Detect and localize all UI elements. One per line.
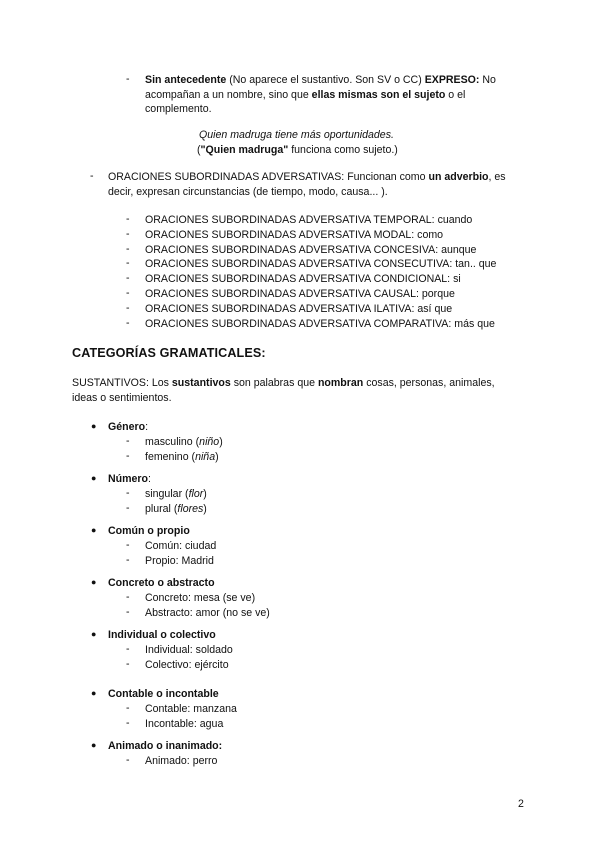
dash-marker: - [126,317,130,329]
item-text: femenino ( [145,451,196,463]
category-item [145,487,207,501]
category-item: Concreto: mesa (se ve) [145,592,256,604]
dash-marker: - [90,170,94,182]
category-item [145,435,223,449]
intro-text: (No aparece el sustantivo. Son SV o CC) [226,74,425,86]
adverbial-end: , es [488,171,506,183]
bullet-icon: ● [91,577,97,587]
category-suffix: : [148,473,151,485]
bullet-icon: ● [91,740,97,750]
category-title-text: Animado o inanimado: [108,740,223,752]
category-title-text: Individual o colectivo [108,629,216,641]
category-title-text: Género [108,421,146,433]
category-item: Colectivo: ejército [145,659,229,671]
category-item: Contable: manzana [145,703,237,715]
bullet-icon: ● [91,525,97,535]
item-italic: niño [199,436,220,448]
example-explanation [197,143,398,157]
sust-bold: sustantivos [171,377,231,389]
adverbial-item: ORACIONES SUBORDINADAS ADVERSATIVA TEMPORAL: cuando [145,214,473,226]
intro-line-1 [145,73,526,87]
section-heading: CATEGORÍAS GRAMATICALES: [72,346,266,360]
category-title-text: Concreto o abstracto [108,577,215,589]
intro-line2-start: acompañan a un nombre, sino que [145,89,312,101]
bullet-icon: ● [91,421,97,431]
category-title [108,420,148,434]
sust-mid: son palabras que [230,377,318,389]
category-item: Propio: Madrid [145,555,214,567]
category-item: Incontable: agua [145,718,224,730]
item-end: ) [219,436,223,448]
category-item: Individual: soldado [145,644,233,656]
example-italic: Quien madruga tiene más oportunidades. [199,129,394,141]
dash-marker: - [126,643,130,655]
intro-text-end: No [479,74,496,86]
category-suffix: : [145,421,149,433]
dash-marker: - [126,717,130,729]
example-bold: "Quien madruga" [200,144,289,156]
dash-marker: - [126,658,130,670]
adverbial-item: ORACIONES SUBORDINADAS ADVERSATIVA ILATIVA: así que [145,303,453,315]
dash-marker: - [126,228,130,240]
intro-line2-end: o el [445,89,466,101]
adverbial-item: ORACIONES SUBORDINADAS ADVERSATIVA CAUSAL: porque [145,288,455,300]
sustantivos-line-1 [72,376,527,390]
category-title-text: Común o propio [108,525,190,537]
bullet-icon: ● [91,629,97,639]
category-title-text: Número [108,473,149,485]
example-open: ( [197,144,201,156]
category-title [108,687,219,701]
item-italic: niña [195,451,216,463]
dash-marker: - [126,450,130,462]
dash-marker: - [126,302,130,314]
category-item: Común: ciudad [145,540,217,552]
dash-marker: - [126,702,130,714]
dash-marker: - [126,591,130,603]
intro-line2-bold: ellas mismas son el sujeto [311,89,446,101]
category-item: Abstracto: amor (no se ve) [145,607,270,619]
intro-bold-term: Sin antecedente [145,74,227,86]
bullet-icon: ● [91,473,97,483]
category-title [108,524,190,538]
dash-marker: - [126,487,130,499]
dash-marker: - [126,539,130,551]
item-text: masculino ( [145,436,200,448]
item-italic: flores [177,503,204,515]
adverbial-bold: un adverbio [428,171,489,183]
intro-line-2 [145,88,465,102]
adverbial-item: ORACIONES SUBORDINADAS ADVERSATIVA CONCESIVA: aunque [145,244,477,256]
dash-marker: - [126,243,130,255]
dash-marker: - [126,554,130,566]
adverbial-start: ORACIONES SUBORDINADAS ADVERSATIVAS: Funcionan como [108,171,429,183]
category-title-text: Contable o incontable [108,688,219,700]
sust-bold2: nombran [317,377,364,389]
category-title [108,576,215,590]
category-item [145,502,207,516]
category-item [145,450,219,464]
item-italic: flor [188,488,204,500]
intro-line-3: complemento. [145,103,212,115]
dash-marker: - [126,287,130,299]
dash-marker: - [126,73,130,85]
category-title [108,739,222,753]
intro-bold-expreso: EXPRESO: [424,74,480,86]
adverbial-line-2: decir, expresan circunstancias (de tiempo, modo, causa... ). [108,186,388,198]
sust-start: SUSTANTIVOS: Los [72,377,172,389]
dash-marker: - [126,435,130,447]
item-text: singular ( [145,488,189,500]
dash-marker: - [126,754,130,766]
example-sentence [199,128,394,142]
bullet-icon: ● [91,688,97,698]
page-number: 2 [518,798,524,810]
example-rest: funciona como sujeto.) [288,144,398,156]
adverbial-item: ORACIONES SUBORDINADAS ADVERSATIVA CONSECUTIVA: tan.. que [145,258,497,270]
dash-marker: - [126,606,130,618]
adverbial-item: ORACIONES SUBORDINADAS ADVERSATIVA CONDICIONAL: si [145,273,461,285]
item-end: ) [203,503,207,515]
item-end: ) [203,488,207,500]
sust-end: cosas, personas, animales, [363,377,495,389]
category-title [108,628,216,642]
item-text: plural ( [145,503,178,515]
dash-marker: - [126,272,130,284]
adverbial-item: ORACIONES SUBORDINADAS ADVERSATIVA COMPARATIVA: más que [145,318,495,330]
category-item: Animado: perro [145,755,218,767]
dash-marker: - [126,502,130,514]
dash-marker: - [126,257,130,269]
category-title [108,472,151,486]
adverbial-line-1 [108,170,506,184]
dash-marker: - [126,213,130,225]
sustantivos-line-2: ideas o sentimientos. [72,392,172,404]
item-end: ) [215,451,219,463]
adverbial-item: ORACIONES SUBORDINADAS ADVERSATIVA MODAL: como [145,229,444,241]
